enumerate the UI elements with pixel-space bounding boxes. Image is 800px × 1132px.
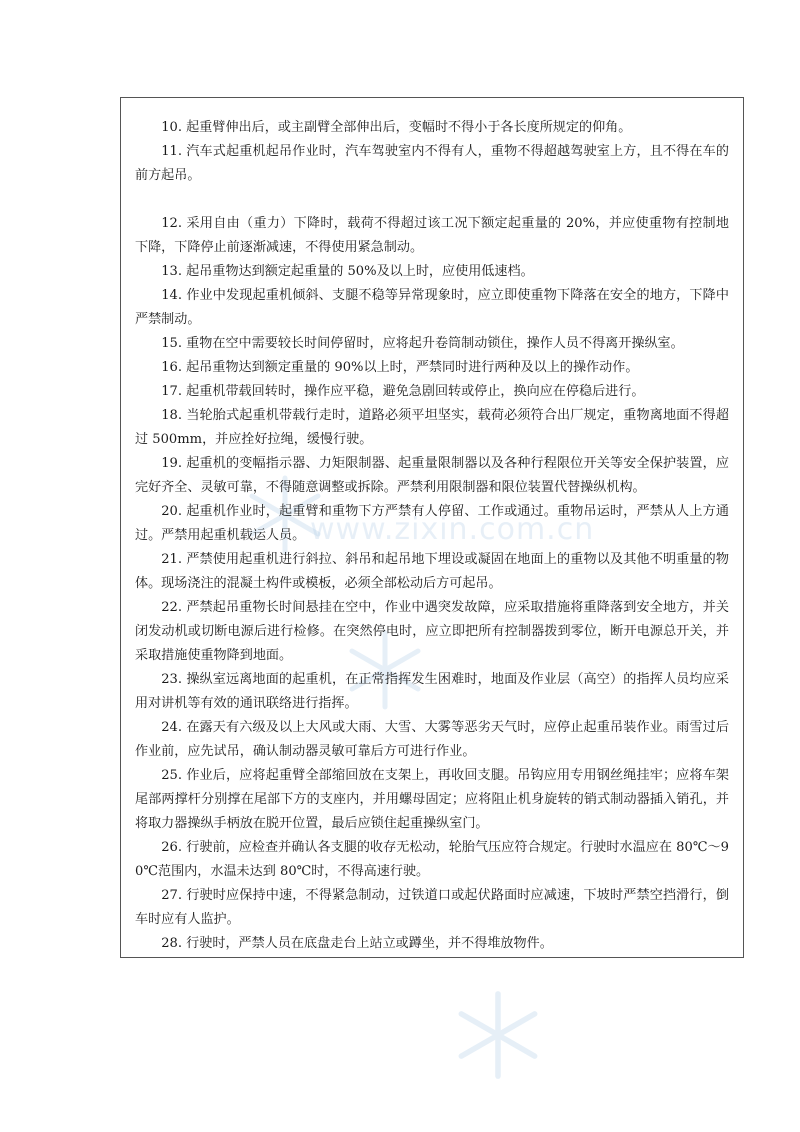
list-item: 18. 当轮胎式起重机带载行走时，道路必须平坦坚实，载荷必须符合出厂规定，重物离地面不得超过 500mm，并应拴好拉绳，缓慢行驶。 <box>135 408 729 447</box>
list-item: 25. 作业后，应将起重臂全部缩回放在支架上，再收回支腿。吊钩应用专用钢丝绳挂牢；应将车架尾部两撑杆分别撑在尾部下方的支座内，并用螺母固定；应将阻止机身旋转的销式制动器插入销孔，并将取力器操纵手柄放在脱开位置，最后应锁住起重操纵室门。 <box>135 768 729 831</box>
list-item: 13. 起吊重物达到额定起重量的 50%及以上时，应使用低速档。 <box>161 264 534 279</box>
list-item: 27. 行驶时应保持中速，不得紧急制动，过铁道口或起伏路面时应减速，下坡时严禁空挡滑行，倒车时应有人监护。 <box>135 888 729 927</box>
list-item: 15. 重物在空中需要较长时间停留时，应将起升卷筒制动锁住，操作人员不得离开操纵室。 <box>161 336 684 351</box>
list-item: 12. 采用自由（重力）下降时，载荷不得超过该工况下额定起重量的 20%，并应使重物有控制地下降，下降停止前逐渐减速，不得使用紧急制动。 <box>135 216 729 255</box>
list-item: 28. 行驶时，严禁人员在底盘走台上站立或蹲坐，并不得堆放物件。 <box>161 936 553 951</box>
watermark-text: www.zixin.com.cn <box>310 512 595 547</box>
list-item: 19. 起重机的变幅指示器、力矩限制器、起重量限制器以及各种行程限位开关等安全保护装置，应完好齐全、灵敏可靠，不得随意调整或拆除。严禁利用限制器和限位装置代替操纵机构。 <box>135 456 729 495</box>
spacer <box>135 188 729 212</box>
list-item: 22. 严禁起吊重物长时间悬挂在空中，作业中遇突发故障，应采取措施将重降落到安全地方，并关闭发动机或切断电源后进行检修。在突然停电时，应立即把所有控制器拨到零位，断开电源总开关，并采取措施使重物降到地面。 <box>135 600 729 663</box>
list-item: 16. 起吊重物达到额定重量的 90%以上时，严禁同时进行两种及以上的操作动作。 <box>161 360 639 375</box>
list-item: 17. 起重机带载回转时，操作应平稳，避免急剧回转或停止，换向应在停稳后进行。 <box>161 384 645 399</box>
list-item: 14. 作业中发现起重机倾斜、支腿不稳等异常现象时，应立即使重物下降落在安全的地方，下降中严禁制动。 <box>135 288 729 327</box>
content-table-cell <box>120 97 744 958</box>
list-item: 21. 严禁使用起重机进行斜拉、斜吊和起吊地下埋设或凝固在地面上的重物以及其他不明重量的物体。现场浇注的混凝土构件或模板，必须全部松动后方可起吊。 <box>135 552 729 591</box>
snowflake-watermark-icon <box>448 985 548 1085</box>
list-item: 23. 操纵室远离地面的起重机，在正常指挥发生困难时，地面及作业层（高空）的指挥人员均应采用对讲机等有效的通讯联络进行指挥。 <box>135 672 729 711</box>
list-item: 11. 汽车式起重机起吊作业时，汽车驾驶室内不得有人，重物不得超越驾驶室上方，且不得在车的前方起吊。 <box>135 144 729 183</box>
list-item: 20. 起重机作业时，起重臂和重物下方严禁有人停留、工作或通过。重物吊运时，严禁从人上方通过。严禁用起重机载运人员。 <box>135 504 729 543</box>
list-item: 26. 行驶前，应检查并确认各支腿的收存无松动，轮胎气压应符合规定。行驶时水温应在 80℃～90℃范围内，水温未达到 80℃时，不得高速行驶。 <box>135 840 729 879</box>
list-item: 10. 起重臂伸出后，或主副臂全部伸出后，变幅时不得小于各长度所规定的仰角。 <box>161 120 632 135</box>
list-item: 24. 在露天有六级及以上大风或大雨、大雪、大雾等恶劣天气时，应停止起重吊装作业。雨雪过后作业前，应先试吊，确认制动器灵敏可靠后方可进行作业。 <box>135 720 729 759</box>
